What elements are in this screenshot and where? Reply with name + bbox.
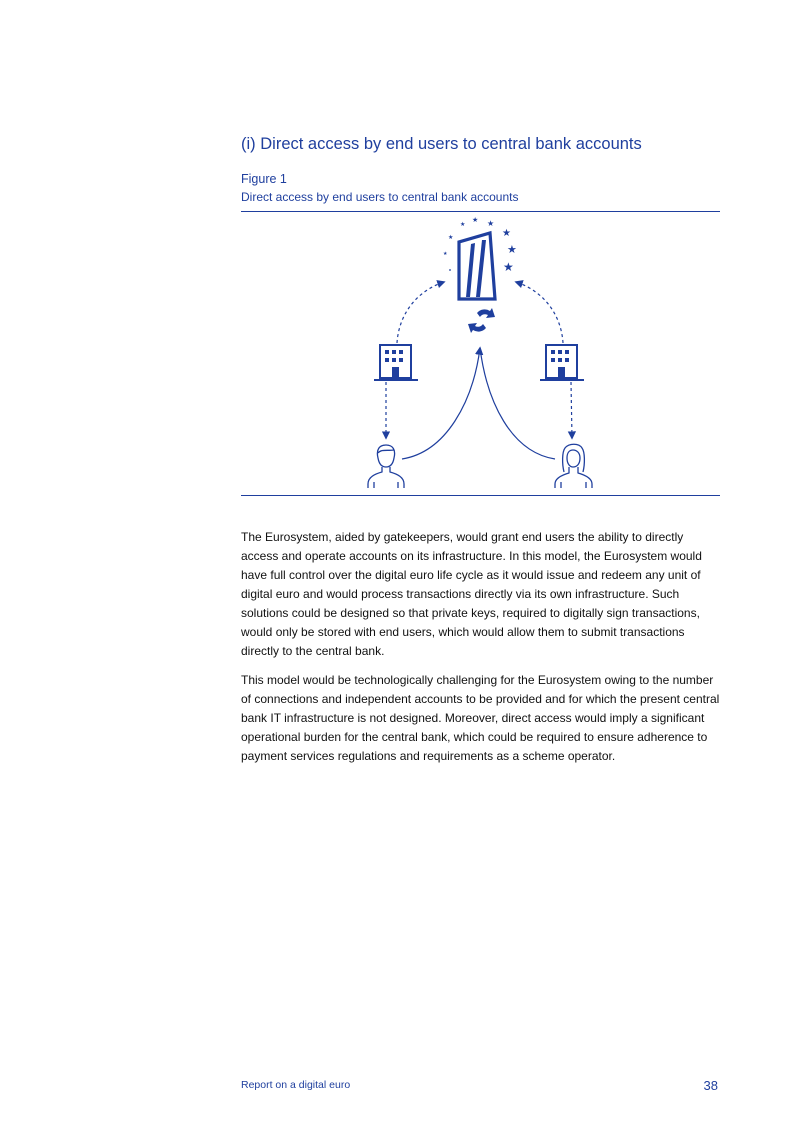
body-paragraph: This model would be technologically challenging for the Eurosystem owing to the number of connections and independent accounts to be provided and for which the present central bank IT infrastructure is not designed. Moreover, direct access would imply a significant operational burden for the central bank, which could be required to ensure adherence to payment services regulations and requirements as a scheme operator. xyxy=(241,673,720,763)
svg-text:★: ★ xyxy=(502,228,511,239)
svg-text:★: ★ xyxy=(507,243,517,256)
direct-access-arrow-right xyxy=(480,348,555,459)
exchange-icon xyxy=(468,308,495,333)
svg-text:★: ★ xyxy=(460,221,466,228)
end-user-male-icon xyxy=(368,445,404,488)
figure-label: Figure 1 xyxy=(241,172,287,186)
dashed-arrow-right-to-central-bank xyxy=(516,282,563,343)
figure-diagram xyxy=(241,212,720,494)
svg-text:★: ★ xyxy=(443,251,448,257)
dashed-arrow-right-bank-to-user xyxy=(571,382,572,438)
footer-page-number: 38 xyxy=(703,1078,718,1093)
svg-text:★: ★ xyxy=(472,216,479,224)
svg-text:★: ★ xyxy=(487,219,495,228)
dashed-arrow-left-to-central-bank xyxy=(397,282,444,343)
central-bank-icon xyxy=(443,216,517,299)
svg-text:★: ★ xyxy=(503,260,514,274)
intermediary-bank-right-icon xyxy=(540,345,584,380)
direct-access-arrow-left xyxy=(402,348,480,459)
section-heading: (i) Direct access by end users to central bank accounts xyxy=(241,135,642,153)
body-paragraph: The Eurosystem, aided by gatekeepers, would grant end users the ability to directly access and operate accounts on its infrastructure. In this model, the Eurosystem would have full control over the digital euro life cycle as it would issue and redeem any unit of digital euro and would process transactions directly via its own infrastructure. Such solutions could be designed so that private keys, required to digitally sign transactions, would only be stored with end users, which would allow them to submit transactions directly to the central bank. xyxy=(241,530,702,658)
intermediary-bank-left-icon xyxy=(374,345,418,380)
figure-caption: Direct access by end users to central bank accounts xyxy=(241,190,519,204)
figure-bottom-rule xyxy=(241,495,720,496)
end-user-female-icon xyxy=(555,444,592,488)
svg-text:★: ★ xyxy=(448,234,454,241)
footer-report-title: Report on a digital euro xyxy=(241,1079,351,1091)
